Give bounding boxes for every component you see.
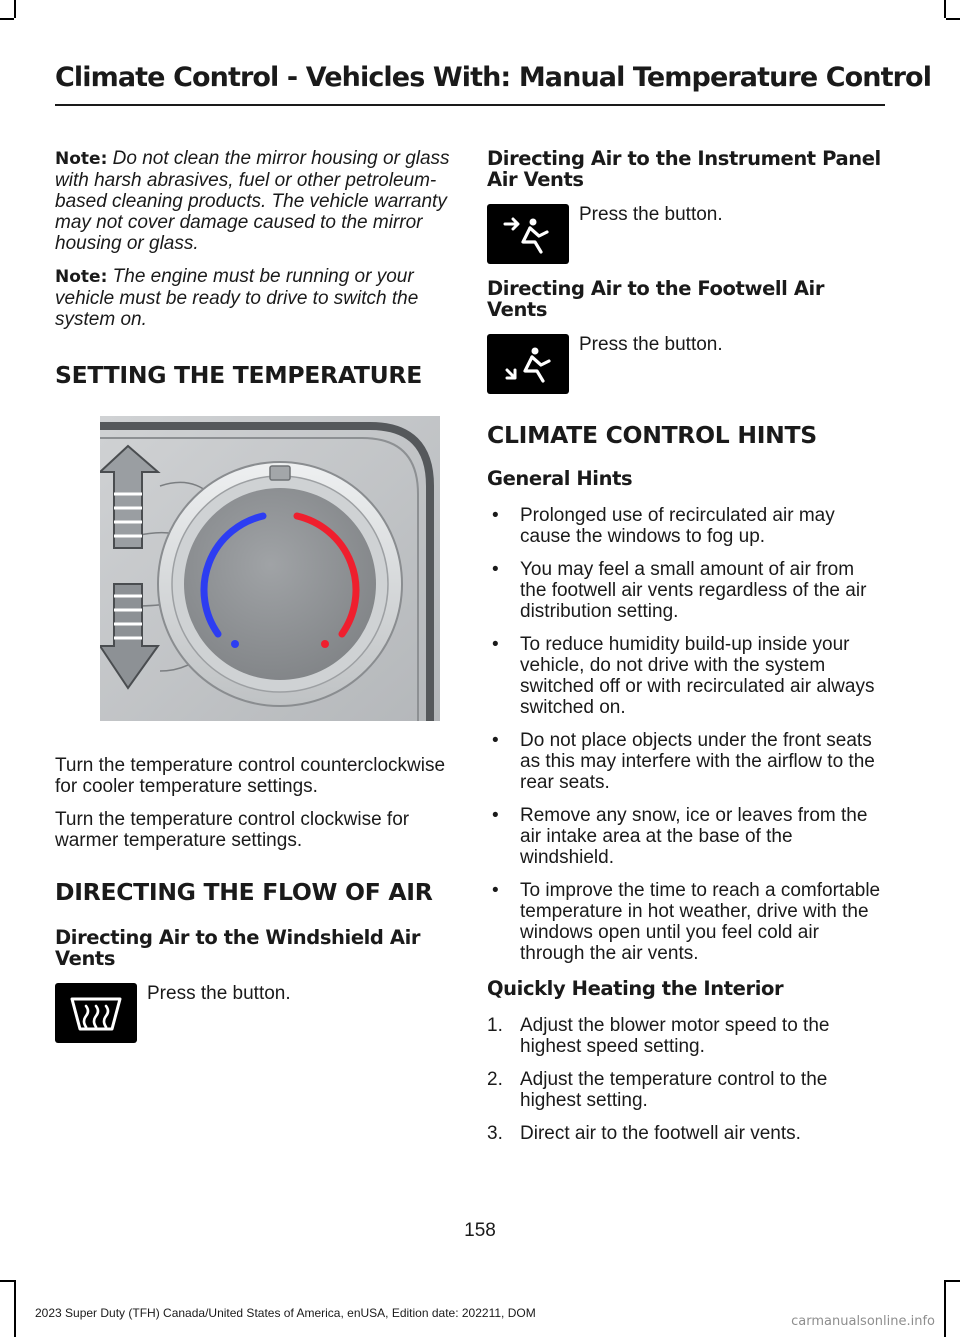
note-label: Note: xyxy=(55,267,108,287)
temperature-dial-illustration xyxy=(100,416,440,721)
note-mirror xyxy=(55,148,450,254)
crop-mark xyxy=(0,18,14,20)
temperature-control-figure xyxy=(100,416,440,721)
header-rule xyxy=(55,104,885,106)
footwell-vent-icon xyxy=(487,334,569,394)
list-item: • To improve the time to reach a comfortable temperature in hot weather, drive with the windows open until you feel cold air through the air vents. xyxy=(492,880,881,964)
press-button-text: Press the button. xyxy=(579,334,723,355)
subheading-windshield: Directing Air to the Windshield Air Vents xyxy=(55,926,421,970)
page-title: Climate Control - Vehicles With: Manual Temperature Control xyxy=(55,62,932,93)
list-item: 3. Direct air to the footwell air vents. xyxy=(487,1123,801,1144)
footwell-icon-row xyxy=(487,334,882,418)
subheading-instrument-panel: Directing Air to the Instrument Panel Air Vents xyxy=(487,147,881,191)
section-heading-climate-hints: CLIMATE CONTROL HINTS xyxy=(487,421,817,449)
right-column xyxy=(487,148,882,1156)
crop-mark xyxy=(944,1280,946,1337)
left-column xyxy=(55,148,450,1067)
crop-mark xyxy=(944,0,946,18)
list-item: • To reduce humidity build-up inside your vehicle, do not drive with the system switched off or with recirculated air always switched on. xyxy=(492,634,875,718)
list-item: 1. Adjust the blower motor speed to the highest speed setting. xyxy=(487,1015,830,1057)
subheading-quick-heating: Quickly Heating the Interior xyxy=(487,977,784,1000)
note-label: Note: xyxy=(55,149,108,169)
note-text: Do not clean the mirror housing or glass with harsh abrasives, fuel or other petroleum-based cleaning products. The vehicle warranty may not cover damage caused to the mirror housing or glass. xyxy=(55,148,450,254)
quick-heating-steps xyxy=(487,1015,882,1144)
page-number: 158 xyxy=(464,1220,496,1241)
section-heading-setting-temperature: SETTING THE TEMPERATURE xyxy=(55,361,422,389)
crop-mark xyxy=(946,18,960,20)
windshield-defrost-icon xyxy=(55,983,137,1043)
crop-mark xyxy=(14,0,16,18)
general-hints-list xyxy=(487,505,882,964)
crop-mark xyxy=(14,1280,16,1337)
press-button-text: Press the button. xyxy=(147,983,291,1004)
note-engine xyxy=(55,266,450,330)
panel-vent-icon xyxy=(487,204,569,264)
section-heading-directing-flow: DIRECTING THE FLOW OF AIR xyxy=(55,878,433,906)
list-item: • You may feel a small amount of air from the footwell air vents regardless of the air distribution setting. xyxy=(492,559,867,622)
list-item: • Do not place objects under the front seats as this may interfere with the airflow to the rear seats. xyxy=(492,730,875,793)
note-text: The engine must be running or your vehicle must be ready to drive to switch the system on. xyxy=(55,266,419,330)
press-button-text: Press the button. xyxy=(579,204,723,225)
crop-mark xyxy=(946,1280,960,1282)
footer-edition-info: 2023 Super Duty (TFH) Canada/United States of America, enUSA, Edition date: 202211, DOM xyxy=(35,1306,536,1320)
subheading-footwell: Directing Air to the Footwell Air Vents xyxy=(487,277,825,321)
temperature-cooler-text: Turn the temperature control counterclockwise for cooler temperature settings. xyxy=(55,755,446,797)
list-item: 2. Adjust the temperature control to the highest setting. xyxy=(487,1069,828,1111)
list-item: • Remove any snow, ice or leaves from the air intake area at the base of the windshield. xyxy=(492,805,868,868)
windshield-icon-row xyxy=(55,983,450,1067)
list-item: • Prolonged use of recirculated air may cause the windows to fog up. xyxy=(492,505,835,547)
crop-mark xyxy=(0,1280,14,1282)
subheading-general-hints: General Hints xyxy=(487,467,633,490)
panel-icon-row xyxy=(487,204,882,278)
watermark: carmanualsonline.info xyxy=(791,1314,935,1329)
temperature-warmer-text: Turn the temperature control clockwise for warmer temperature settings. xyxy=(55,809,410,851)
